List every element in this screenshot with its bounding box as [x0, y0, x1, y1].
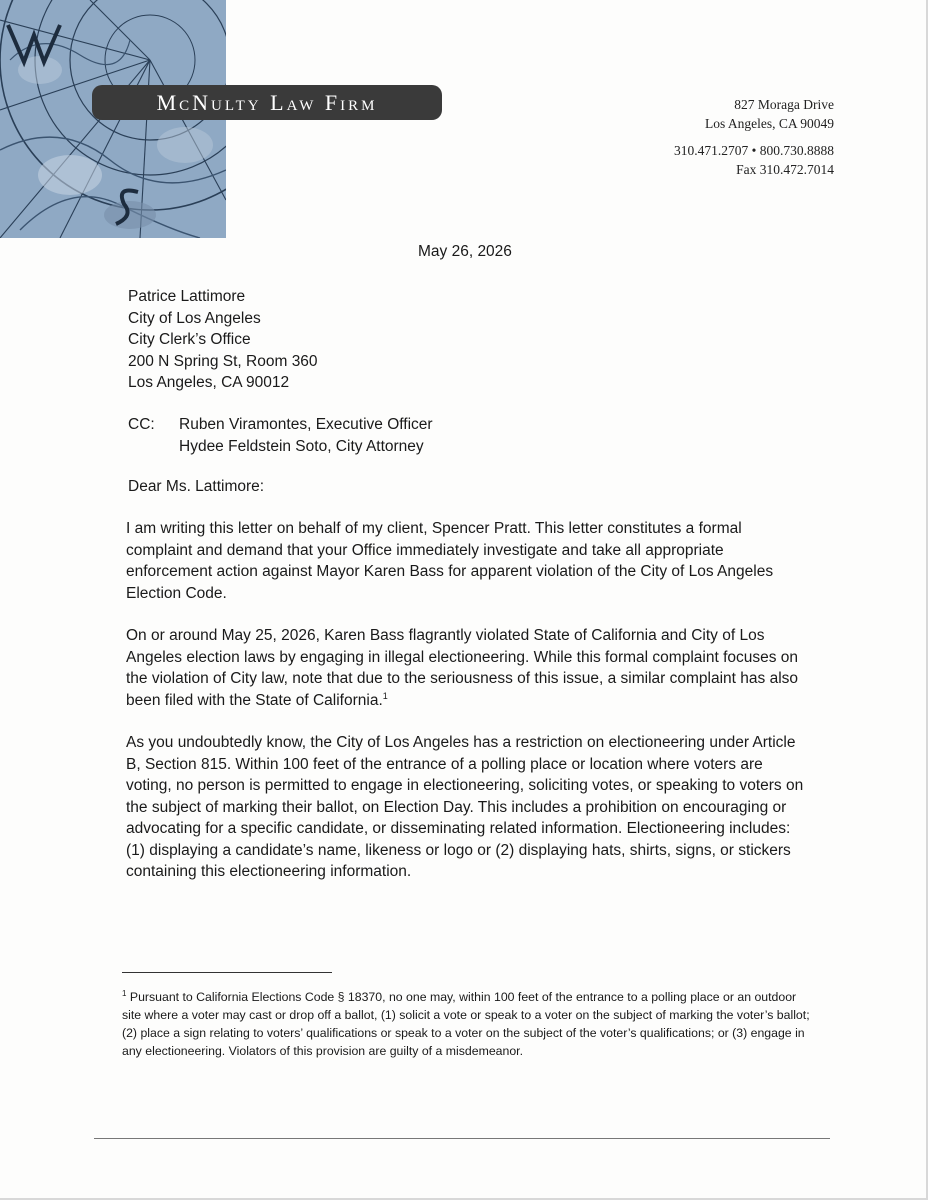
- firm-name: McNulty Law Firm: [156, 89, 378, 115]
- letter-date: May 26, 2026: [418, 243, 512, 260]
- footnote-marker: 1: [122, 988, 127, 998]
- body-paragraph-2: [126, 625, 811, 711]
- cc-block: [128, 414, 433, 457]
- cc-recipient-1: Ruben Viramontes, Executive Officer: [179, 416, 433, 433]
- recipient-org: City of Los Angeles: [128, 309, 261, 327]
- firm-address-line2: Los Angeles, CA 90049: [704, 116, 834, 131]
- footnote-reference: 1: [382, 690, 388, 701]
- body-paragraph-2-text: On or around May 25, 2026, Karen Bass flagrantly violated State of California and City of Los Angeles election laws by engaging in illegal electioneering. While this formal complaint focuses on the violation of City law, note that due to the seriousness of this issue, a similar complaint has also been filed with the State of California.: [126, 627, 799, 709]
- body-paragraph-1: I am writing this letter on behalf of my client, Spencer Pratt. This letter constitutes a formal complaint and demand that your Office immediately investigate and take all appropriate enforcement action against Mayor Karen Bass for apparent violation of the City of Los Angeles Election Code.: [126, 520, 774, 602]
- recipient-address-block: [128, 286, 318, 394]
- firm-phone: 310.471.2707 • 800.730.8888: [674, 143, 834, 158]
- salutation: Dear Ms. Lattimore:: [128, 478, 265, 495]
- recipient-street: 200 N Spring St, Room 360: [128, 352, 318, 370]
- cc-recipient-2: Hydee Feldstein Soto, City Attorney: [179, 437, 424, 455]
- recipient-office: City Clerk’s Office: [128, 331, 251, 348]
- firm-contact-block: [674, 95, 834, 179]
- footnote: [122, 988, 812, 1060]
- firm-fax: Fax 310.472.7014: [736, 162, 834, 177]
- cc-label: CC:: [128, 416, 155, 433]
- firm-name-banner: [92, 85, 442, 120]
- firm-address-line1: 827 Moraga Drive: [734, 97, 834, 112]
- footer-rule: [94, 1138, 830, 1139]
- footnote-text: Pursuant to California Elections Code § 18370, no one may, within 100 feet of the entrance to a polling place or an outdoor site where a voter may cast or drop off a ballot, (1) solicit a vote or speak to a voter on the subject of marking the voter’s ballot; (2) place a sign relating to voters’ qualifications or speak to a voter on the subject of the voter’s qualifications; or (3) engage in any electioneering. Violators of this provision are guilty of a misdemeanor.: [122, 990, 810, 1058]
- cc-recipients: [179, 414, 433, 457]
- recipient-name: Patrice Lattimore: [128, 288, 246, 305]
- recipient-city: Los Angeles, CA 90012: [128, 374, 290, 391]
- body-paragraph-3: As you undoubtedly know, the City of Los Angeles has a restriction on electioneering under Article B, Section 815. Within 100 feet of the entrance of a polling place or location where voters are voting, no person is permitted to engage in electioneering, soliciting votes, or speaking to voters on the subject of marking their ballot, on Election Day. This includes a prohibition on encouraging or advocating for a specific candidate, or disseminating related information. Electioneering includes: (1) displaying a candidate’s name, likeness or logo or (2) displaying hats, shirts, signs, or stickers containing this electioneering information.: [126, 734, 804, 880]
- footnote-separator: [122, 972, 332, 973]
